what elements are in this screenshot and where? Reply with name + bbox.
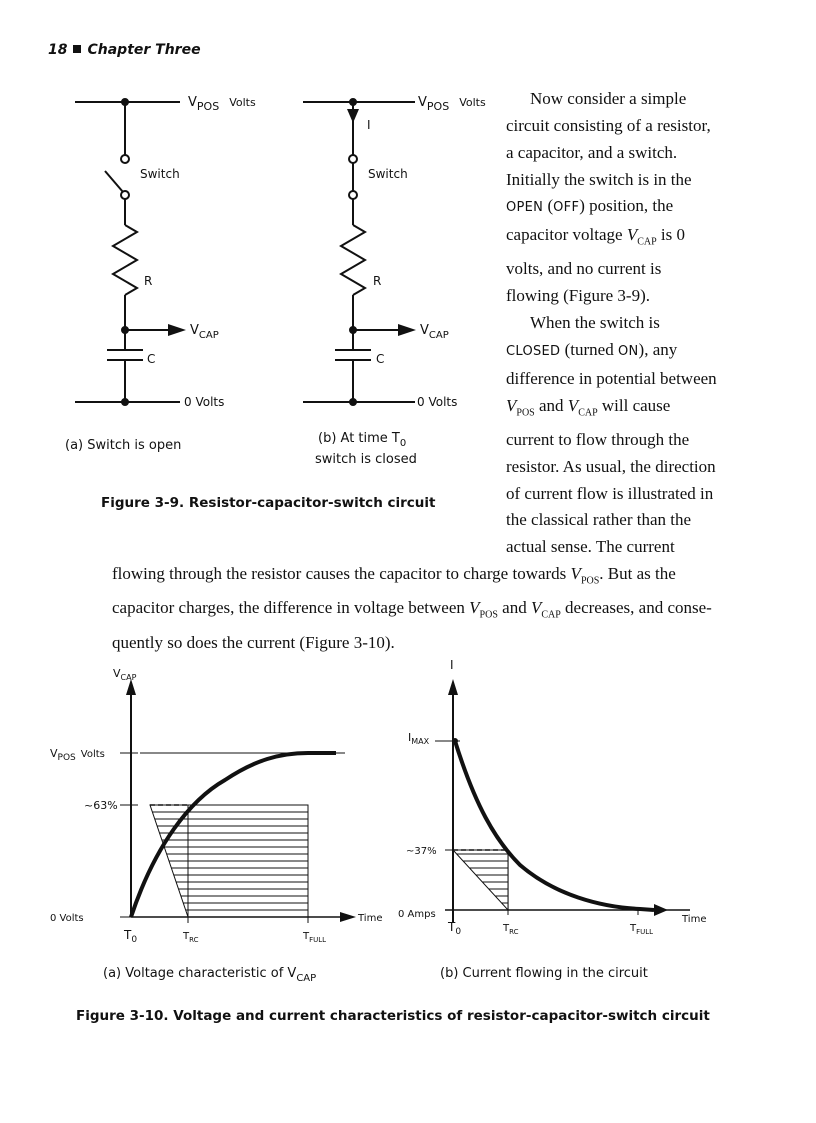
svg-text:C: C xyxy=(376,352,385,366)
svg-text:VPOSVolts: $V_{POS}$ $^{Volts}$ xyxy=(188,95,256,113)
page-number: 18 xyxy=(48,42,68,58)
pct63-label: ~63% xyxy=(84,799,118,812)
svg-text:TFULL: $T_{FULL}$ xyxy=(630,923,654,936)
svg-text:switch is closed: switch is closed xyxy=(315,452,417,467)
svg-text:Time: Time xyxy=(682,914,707,925)
figure-float-spacer xyxy=(112,86,506,542)
svg-text:T0: $T_0$ xyxy=(124,928,138,945)
svg-text:0 Volts: 0 Volts xyxy=(417,395,458,409)
subcaption-3-10-b: (b) Current flowing in the circuit xyxy=(440,966,648,981)
square-bullet-icon xyxy=(73,45,81,53)
figure-3-10-charts xyxy=(40,655,760,984)
imax-label: I xyxy=(408,731,412,744)
svg-text:VCAP: $V_{CAP}$ xyxy=(190,323,219,341)
svg-text:IMAX: $I_{MAX}$ xyxy=(408,731,430,746)
svg-text:TRC: $T_{RC}$ xyxy=(503,923,519,936)
paragraph-1: Now consider a simple circuit consisting of a resistor, a capacitor, and a switch. Initially the switch is in the OPEN (OFF) position, the capacitor voltage $V_{CAP}$ is 0 volts, and no current is flowing (Figure 3-9). xyxy=(506,89,711,306)
zero-volts-label: 0 Volts xyxy=(184,395,225,409)
current-label: I xyxy=(367,118,371,132)
vcap-axis-label: V xyxy=(113,667,121,680)
running-header xyxy=(48,42,201,58)
time-arrow-icon xyxy=(654,904,668,916)
vpos-label: V xyxy=(188,95,197,110)
svg-text:(a) Voltage characteristic of: (a) Voltage characteristic of $V_{CAP}$ xyxy=(103,966,317,984)
chapter-title: Chapter Three xyxy=(87,42,201,58)
zero-volts-axis-label: 0 Volts xyxy=(50,913,84,924)
pct37-label: ~37% xyxy=(406,846,437,857)
subcaption-b: (b) At time $T_0$ xyxy=(318,431,407,449)
svg-text:Switch: Switch xyxy=(368,167,408,181)
switch-label: Switch xyxy=(140,167,180,181)
svg-text:VPOSVolts: $V_{POS}$ $^{Volts}$ xyxy=(418,95,486,113)
paragraph-2: When the switch is CLOSED (turned ON), any difference in potential between $V_{POS}$ and $V_{CAP}$ will cause current to flow through the resistor. As usual, the direction of current flow is illustrated in the classical rather than the actual sense. The current flowing through the resistor causes the capacitor to charge towards $V_{POS}$. But as the capacitor charges, the difference in voltage between $V_{POS}$ and $V_{CAP}$ decreases, and conse-quently so does the current (Figure 3-10). xyxy=(112,313,717,652)
zero-amps-label: 0 Amps xyxy=(398,909,436,920)
figure-3-10-caption: Figure 3-10. Voltage and current characteristics of resistor-capacitor-switch circuit xyxy=(76,1008,710,1024)
vcap-label: V xyxy=(190,323,199,338)
svg-text:T0: $T_0$ xyxy=(448,920,462,937)
capacitor-label: C xyxy=(147,352,156,366)
current-axis-label: I xyxy=(450,658,454,672)
svg-text:R: R xyxy=(373,274,382,288)
svg-text:TRC: $T_{RC}$ xyxy=(183,931,199,944)
svg-text:TFULL: $T_{FULL}$ xyxy=(303,931,327,944)
svg-text:VPOSVolts: $V_{POS}$ Volts xyxy=(50,747,105,763)
vpos-volts-label: V xyxy=(50,747,58,760)
svg-text:VCAP: $V_{CAP}$ xyxy=(420,323,449,341)
time-axis-label: Time xyxy=(358,913,383,924)
resistor-label: R xyxy=(144,274,153,288)
body-text-flow xyxy=(112,86,717,656)
subcaption-3-10-a: (a) Voltage characteristic of V xyxy=(103,966,297,981)
svg-text:VCAP: $V_{CAP}$ xyxy=(113,667,137,682)
figure-3-9-caption: Figure 3-9. Resistor-capacitor-switch circuit xyxy=(101,495,436,511)
subcaption-a: (a) Switch is open xyxy=(65,438,182,453)
